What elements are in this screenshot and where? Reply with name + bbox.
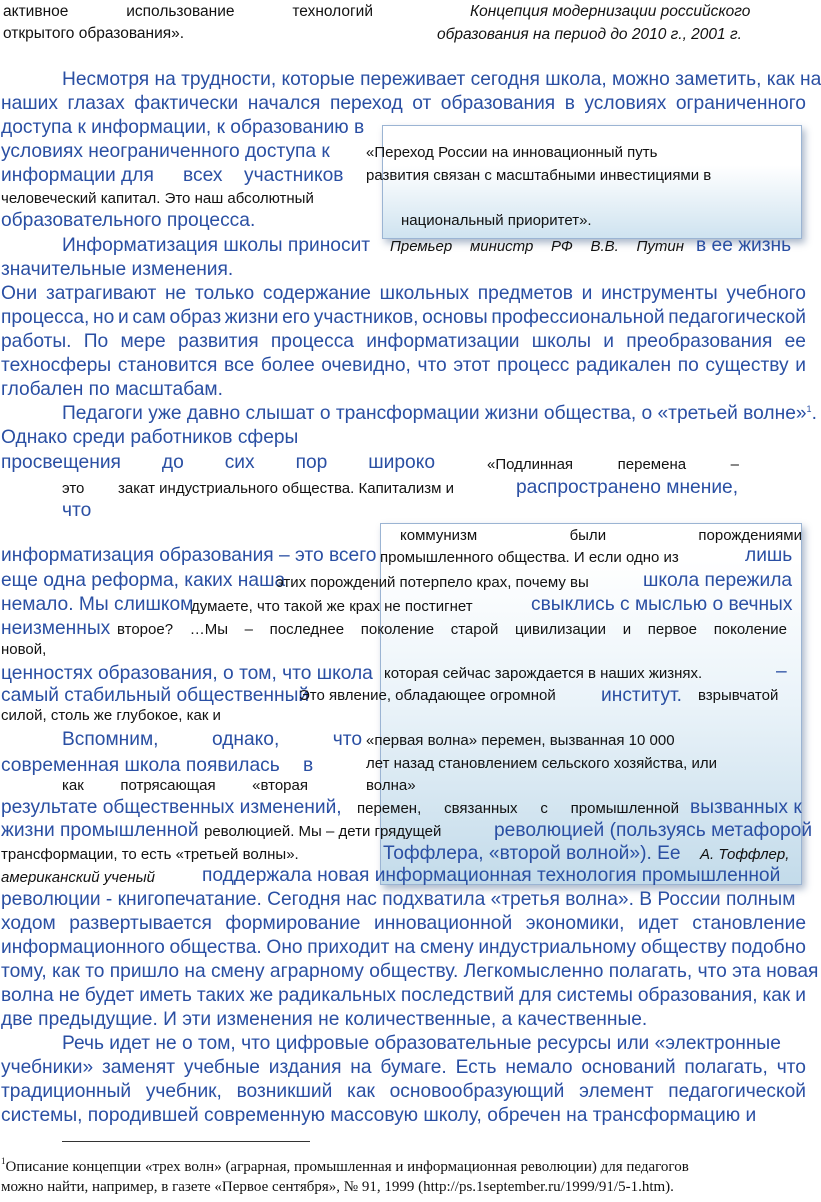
header-left-line2: открытого образования». [3, 25, 185, 42]
header-right-line2: образования на период до 2010 г., 2001 г. [437, 26, 742, 43]
para4-line13c: институт. [601, 685, 683, 706]
para4-line8a: еще одна реформа, каких наша [1, 570, 286, 591]
para3-line2: процесса, но и сам образ жизни его участников, основы профессиональной педагогической [1, 307, 806, 328]
para5-line12: волна не будет иметь таких же радикальных последствий для системы образования, как и [1, 985, 806, 1006]
para1-line5c: участников [244, 165, 344, 186]
footnote-mark: 1 [1, 1156, 6, 1166]
quote3-line5: революцией. Мы – дети грядущей [204, 823, 442, 840]
para6-line2: учебники» заменят учебные издания на бумаге. Есть немало оснований полагать, что [1, 1057, 806, 1078]
footnote-line2: можно найти, например, в газете «Первое сентября», № 91, 1999 (http://ps.1september.ru/1999/91/5-1.htm). [1, 1179, 674, 1195]
para1-line2: наших глазах фактически начался переход от образования в условиях ограниченного [1, 93, 806, 114]
para3-line3: работы. По мере развития процесса информатизации школы и преобразования ее [1, 331, 806, 352]
quote3-line1: «первая волна» перемен, вызванная 10 000 [366, 732, 675, 749]
quote1-line1: «Переход России на инновационный путь [366, 144, 658, 161]
quote2-line2: закат индустриального общества. Капитализм и [118, 480, 454, 497]
para4-line2: Однако среди работников сферы [1, 427, 299, 448]
para4-line9c: свыклись с мыслью о вечных [531, 594, 793, 615]
para3-line1: Они затрагивают не только содержание школьных предметов и инструменты учебного [1, 283, 806, 304]
footnote-separator [62, 1141, 310, 1142]
para5-line1: Вспомним, однако, что [62, 729, 362, 750]
para4-line12c: – [776, 661, 787, 682]
para4-line4a: это [62, 480, 85, 497]
header-right-line1: Концепция модернизации российского [470, 3, 751, 20]
quote1-line3: национальный приоритет». [401, 212, 592, 229]
quote3-line4: перемен, связанных с промышленной [357, 800, 679, 817]
para4-line4c: распространено мнение, [516, 477, 739, 498]
para5-line2a: современная школа появилась [1, 755, 280, 776]
para5-line4a: результате общественных изменений, [1, 797, 342, 818]
para1-line6: человеческий капитал. Это наш абсолютный [1, 190, 314, 207]
para5-line9: ходом развертывается формирование инновационной экономики, идет становление [1, 913, 806, 934]
para3-line5: глобален по масштабам. [1, 379, 223, 400]
para4-line12a: ценностях образования, о том, что школа [1, 663, 373, 684]
para2-line1a: Информатизация школы приносит [62, 235, 371, 256]
para2-line2: значительные изменения. [1, 259, 234, 280]
para4-line1: Педагоги уже давно слышат о трансформации жизни общества, о «третьей волне»$^1$. [62, 403, 817, 424]
quote3-line6: трансформации, то есть «третьей волны». [1, 846, 299, 863]
quote3-line3: как потрясающая «вторая [62, 777, 308, 794]
para5-line8: революции - книгопечатание. Сегодня нас подхватила «третья волна». В России полным [1, 889, 796, 910]
para5-line5c: революцией (пользуясь метафорой [494, 820, 813, 841]
quote2-line1: «Подлинная перемена – [487, 456, 739, 473]
para5-line13: две предыдущие. И эти изменения не количественные, а качественные. [1, 1009, 648, 1030]
para5-line6b: Тоффлера, «второй волной»). Ее [383, 843, 681, 864]
para6-line1: Речь идет не о том, что цифровые образовательные ресурсы или «электронные [62, 1033, 781, 1054]
para1-line7: образовательного процесса. [1, 210, 256, 231]
para4-line3: просвещения до сих пор широко [1, 452, 435, 473]
quote2-line9: которая сейчас зарождается в наших жизнях. [384, 665, 703, 682]
para2-line1b: в ее жизнь [696, 235, 792, 256]
para5-line4c: вызванных к [690, 797, 802, 818]
para4-line8c: школа пережила [643, 570, 793, 591]
para6-line4: системы, породившей современную массовую школу, обречен на трансформацию и [1, 1105, 757, 1126]
quote2-line7: второе? …Мы – последнее поколение старой цивилизации и первое поколение [117, 621, 787, 638]
para4-line5: что [62, 500, 92, 521]
para4-line13a: самый стабильный общественный [1, 685, 310, 706]
para1-line5b: всех [183, 165, 223, 186]
quote2-line5: этих порождений потерпело крах, почему вы [276, 574, 589, 591]
para5-line10: информационного общества. Оно приходит на смену индустриальному обществу подобно [1, 937, 806, 958]
para1-line4: условиях неограниченного доступа к [1, 141, 330, 162]
para5-line2b: в [303, 755, 314, 776]
quote3-line3b: волна» [366, 777, 416, 794]
quote1-author: Премьер министр РФ В.В. Путин [390, 238, 684, 255]
footnote-line1: $^1$Описание концепции «трех волн» (аграрная, промышленная и информационная революции) для педагогов [1, 1156, 689, 1175]
para4-line10a: неизменных [1, 618, 111, 639]
para1-line3: доступа к информации, к образованию в [1, 117, 365, 138]
quote2-line11: силой, столь же глубокое, как и [1, 707, 221, 724]
para3-line4: техносферы становится все более очевидно, что этот процесс радикален по существу и [1, 355, 806, 376]
footnote-ref: 1 [806, 404, 812, 414]
quote2-line10: Это явление, обладающее огромной [299, 687, 556, 704]
quote2-line6: думаете, что такой же крах не постигнет [191, 598, 473, 615]
para5-line5a: жизни промышленной [1, 820, 199, 841]
quote3-author-line2: американский ученый [1, 869, 156, 886]
quote3-author: А. Тоффлер, [700, 846, 790, 863]
header-left-line1: активное использование технологий [3, 3, 373, 20]
quote3-line2: лет назад становлением сельского хозяйства, или [366, 755, 717, 772]
para4-line7a: информатизация образования – это всего [1, 545, 377, 566]
quote1-line2: развития связан с масштабными инвестициями в [366, 167, 712, 184]
para5-line7b: поддержала новая информационная технология промышленной [202, 865, 781, 886]
quote2-line8: новой, [1, 641, 47, 658]
para4-line7c: лишь [745, 545, 793, 566]
quote2-line10b: взрывчатой [698, 687, 779, 704]
para6-line3: традиционный учебник, возникший как основообразующий элемент педагогической [1, 1081, 806, 1102]
quote2-line3: коммунизм были порождениями [400, 527, 802, 544]
para1-line5a: информации для [1, 165, 154, 186]
para4-line9a: немало. Мы слишком [1, 594, 194, 615]
para1-line1: Несмотря на трудности, которые переживает сегодня школа, можно заметить, как на [62, 69, 821, 90]
para5-line11: тому, как то пришло на смену аграрному обществу. Легкомысленно полагать, что эта новая [1, 961, 819, 982]
quote2-line4: промышленного общества. И если одно из [380, 549, 679, 566]
